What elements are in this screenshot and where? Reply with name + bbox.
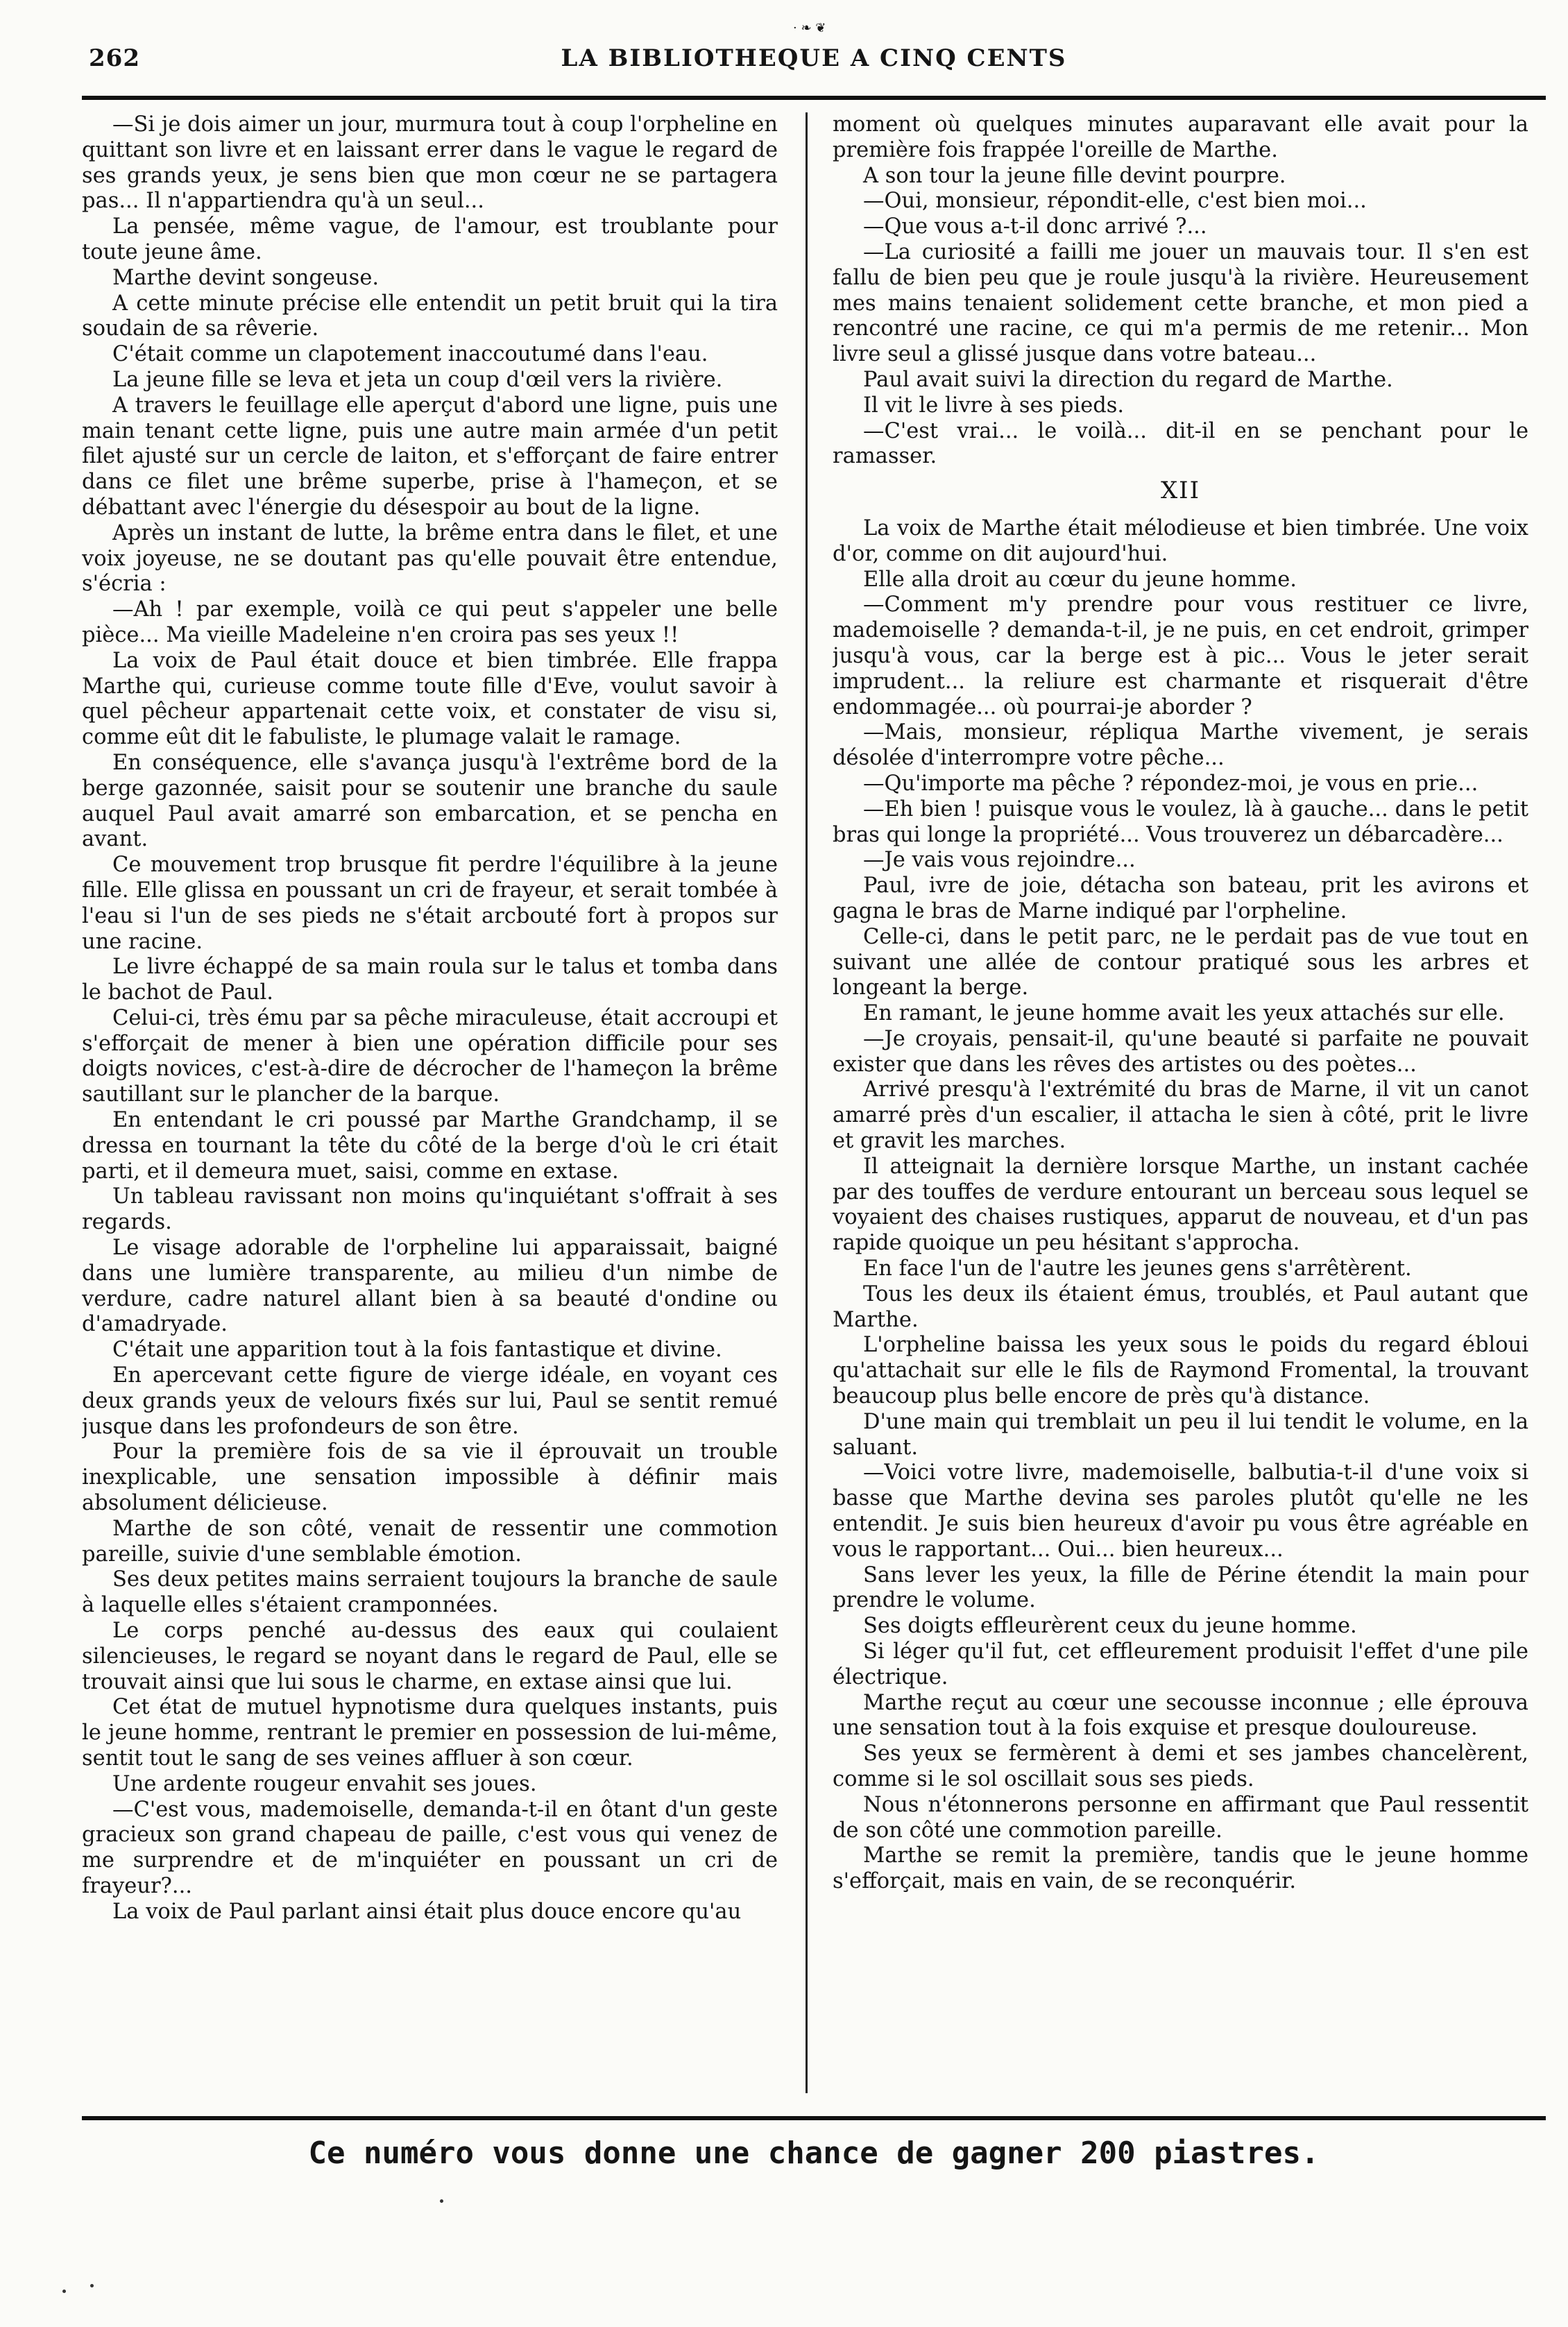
paragraph: En face l'un de l'autre les jeunes gens s'arrêtèrent. [863,1256,1412,1281]
footer-rule [82,2116,1546,2120]
left-column [82,112,778,2093]
paragraph: Sans lever les yeux, la fille de Périne étendit la main pour prendre le volume. [833,1562,1528,1613]
paragraph: —Si je dois aimer un jour, murmura tout à coup l'orpheline en quittant son livre et en laissant errer dans le vague le regard de ses grands yeux, je sens bien que mon cœur ne se partagera pas... Il n'appartiendra qu'à un seul... [82,112,778,214]
paragraph: Tous les deux ils étaient émus, troublés, et Paul autant que Marthe. [833,1281,1528,1332]
paragraph: Elle alla droit au cœur du jeune homme. [863,567,1297,592]
paragraph: Celle-ci, dans le petit parc, ne le perdait pas de vue tout en suivant une allée de contour pratiqué sous les arbres et longeant la berge. [833,924,1528,1000]
paragraph: La voix de Paul était douce et bien timbrée. Elle frappa Marthe qui, curieuse comme toute fille d'Eve, voulut savoir à quel pêcheur appartenait cette voix, et constater de visu si, comme eût dit le fabuliste, le plumage valait le ramage. [82,648,778,750]
paragraph: Marthe se remit la première, tandis que le jeune homme s'efforçait, mais en vain, de se reconquérir. [833,1843,1528,1894]
paragraph: Une ardente rougeur envahit ses joues. [112,1771,537,1796]
paragraph: Ses deux petites mains serraient toujours la branche de saule à laquelle elles s'étaient cramponnées. [82,1567,778,1618]
paragraph: Le corps penché au-dessus des eaux qui coulaient silencieuses, le regard se noyant dans le regard de Paul, elle se trouvait ainsi que lui sous le charme, en extase ainsi que lui. [82,1619,778,1694]
paragraph: C'était comme un clapotement inaccoutumé dans l'eau. [112,342,708,367]
running-title: LA BIBLIOTHEQUE A CINQ CENTS [561,44,1067,72]
paragraph: C'était une apparition tout à la fois fantastique et divine. [112,1338,722,1363]
print-speck [440,2199,443,2203]
paragraph: La jeune fille se leva et jeta un coup d'œil vers la rivière. [112,367,723,392]
paragraph: Après un instant de lutte, la brême entra dans le filet, et une voix joyeuse, ne se doutant pas qu'elle pouvait être entendue, s'écria : [82,520,778,597]
paragraph: D'une main qui tremblait un peu il lui tendit le volume, en la saluant. [833,1409,1528,1460]
paragraph: Ce mouvement trop brusque fit perdre l'équilibre à la jeune fille. Elle glissa en poussant un cri de frayeur, et serait tombée à l'eau si l'un de ses pieds ne s'était arcbouté fort à propos sur une racine. [82,853,778,954]
paragraph: Il vit le livre à ses pieds. [863,393,1125,418]
column-divider [806,112,808,2093]
paragraph: L'orpheline baissa les yeux sous le poids du regard ébloui qu'attachait sur elle le fils de Raymond Fromental, la trouvant beaucoup plus belle encore de près qu'à distance. [833,1333,1528,1409]
paragraph: Arrivé presqu'à l'extrémité du bras de Marne, il vit un canot amarré près d'un escalier, il attacha le sien à côté, prit le livre et gravit les marches. [833,1077,1528,1154]
footer-note: Ce numéro vous donne une chance de gagner 200 piastres. [308,2136,1320,2171]
paragraph: A travers le feuillage elle aperçut d'abord une ligne, puis une main tenant cette ligne, puis une autre main armée d'un petit filet ajusté sur un cercle de laiton, et s'efforçant de faire entrer dans ce filet une brême superbe, prise à l'hameçon, et se débattant avec l'énergie du désespoir au bout de la ligne. [82,393,778,520]
paragraph: En ramant, le jeune homme avait les yeux attachés sur elle. [863,1001,1505,1026]
page-number: 262 [89,44,140,72]
paragraph: Il atteignait la dernière lorsque Marthe, un instant cachée par des touffes de verdure entourant un berceau sous lequel se voyaient des chaises rustiques, apparut de nouveau, et d'un pas rapide quoique un peu hésitant s'approcha. [833,1154,1528,1256]
paragraph: Si léger qu'il fut, cet effleurement produisit l'effet d'une pile électrique. [833,1639,1528,1689]
paragraph: Celui-ci, très ému par sa pêche miraculeuse, était accroupi et s'efforçait de mener à bien une opération difficile pour ses doigts novices, c'est-à-dire de décrocher de l'hameçon la brême sautillant sur le plancher de la barque. [82,1005,778,1107]
paragraph: —Qu'importe ma pêche ? répondez-moi, je vous en prie... [863,771,1478,796]
paragraph: Ses yeux se fermèrent à demi et ses jambes chancelèrent, comme si le sol oscillait sous ses pieds. [833,1741,1528,1791]
paragraph: A cette minute précise elle entendit un petit bruit qui la tira soudain de sa rêverie. [82,291,778,341]
paragraph: En conséquence, elle s'avança jusqu'à l'extrême bord de la berge gazonnée, saisit pour se soutenir une branche du saule auquel Paul avait amarré son embarcation, et se pencha en avant. [82,750,778,852]
paragraph: —C'est vous, mademoiselle, demanda-t-il en ôtant d'un geste gracieux son grand chapeau de paille, c'est vous qui venez de me surprendre et de m'inquiéter en poussant un cri de frayeur?... [82,1797,778,1898]
paragraph: Le visage adorable de l'orpheline lui apparaissait, baigné dans une lumière transparente, au milieu d'un nimbe de verdure, cadre naturel allant bien à sa beauté d'ondine ou d'amadryade. [82,1236,778,1337]
paragraph: —C'est vrai... le voilà... dit-il en se penchant pour le ramasser. [833,418,1528,469]
header-rule [82,96,1546,100]
paragraph: —Je vais vous rejoindre... [863,848,1136,873]
paragraph: Ses doigts effleurèrent ceux du jeune homme. [863,1614,1357,1639]
paragraph: La voix de Paul parlant ainsi était plus douce encore qu'au [112,1899,742,1924]
paragraph: Marthe de son côté, venait de ressentir une commotion pareille, suivie d'une semblable émotion. [82,1516,778,1567]
paragraph: —Eh bien ! puisque vous le voulez, là à gauche... dans le petit bras qui longe la propriété... Vous trouverez un débarcadère... [833,796,1528,847]
paragraph: —Mais, monsieur, répliqua Marthe vivement, je serais désolée d'interrompre votre pêche... [833,720,1528,771]
page-header [82,21,1546,82]
right-column [833,112,1528,2093]
paragraph: —Je croyais, pensait-il, qu'une beauté si parfaite ne pouvait exister que dans les rêves des artistes ou des poètes... [833,1026,1528,1077]
paragraph: Paul avait suivi la direction du regard de Marthe. [863,367,1393,392]
paragraph: En apercevant cette figure de vierge idéale, en voyant ces deux grands yeux de velours fixés sur lui, Paul se sentit remué jusque dans les profondeurs de son être. [82,1363,778,1439]
paragraph: —Que vous a-t-il donc arrivé ?... [863,214,1207,239]
paragraph: La pensée, même vague, de l'amour, est troublante pour toute jeune âme. [82,214,778,264]
paragraph: Pour la première fois de sa vie il éprouvait un trouble inexplicable, une sensation impossible à définir mais absolument délicieuse. [82,1440,778,1516]
paragraph: En entendant le cri poussé par Marthe Grandchamp, il se dressa en tournant la tête du côté de la berge d'où le cri était parti, et il demeura muet, saisi, comme en extase. [82,1108,778,1184]
print-speck [90,2284,94,2287]
paragraph: Cet état de mutuel hypnotisme dura quelques instants, puis le jeune homme, rentrant le premier en possession de lui-même, sentit tout le sang de ses veines affluer à son cœur. [82,1695,778,1771]
paragraph: Nous n'étonnerons personne en affirmant que Paul ressentit de son côté une commotion pareille. [833,1792,1528,1843]
paragraph: Marthe reçut au cœur une secousse inconnue ; elle éprouva une sensation tout à la fois exquise et presque douloureuse. [833,1690,1528,1741]
chapter-heading: XII [1160,477,1201,505]
paragraph: Le livre échappé de sa main roula sur le talus et tomba dans le bachot de Paul. [82,955,778,1005]
paragraph: —Ah ! par exemple, voilà ce qui peut s'appeler une belle pièce... Ma vieille Madeleine n'en croira pas ses yeux !! [82,597,778,647]
paragraph: A son tour la jeune fille devint pourpre. [863,163,1286,188]
paragraph: La voix de Marthe était mélodieuse et bien timbrée. Une voix d'or, comme on dit aujourd'hui. [833,515,1528,566]
paragraph: moment où quelques minutes auparavant elle avait pour la première fois frappée l'oreille de Marthe. [833,112,1528,162]
paragraph: —Comment m'y prendre pour vous restituer ce livre, mademoiselle ? demanda-t-il, je ne puis, en cet endroit, grimper jusqu'à vous, car la berge est à pic... Vous le jeter serait imprudent... la reliure est charmante et risquerait d'être endommagée... où pourrai-je aborder ? [833,593,1528,719]
paragraph: Paul, ivre de joie, détacha son bateau, prit les avirons et gagna le bras de Marne indiqué par l'orpheline. [833,873,1528,923]
header-ornament: · ❧ ❦ [793,21,826,35]
paragraph: —La curiosité a failli me jouer un mauvais tour. Il s'en est fallu de bien peu que je roule jusqu'à la rivière. Heureusement mes mains tenaient solidement cette branche, et mon pied a rencontré une racine, ce qui m'a permis de me retenir... Mon livre seul a glissé jusque dans votre bateau... [833,239,1528,367]
paragraph: Marthe devint songeuse. [112,265,380,290]
paragraph: —Voici votre livre, mademoiselle, balbutia-t-il d'une voix si basse que Marthe devina ses paroles plutôt qu'elle ne les entendit. Je suis bien heureux d'avoir pu vous être agréable en vous le rapportant... Oui... bien heureux... [833,1460,1528,1562]
paragraph: —Oui, monsieur, répondit-elle, c'est bien moi... [863,189,1367,214]
paragraph: Un tableau ravissant non moins qu'inquiétant s'offrait à ses regards. [82,1184,778,1235]
print-speck [62,2290,66,2293]
